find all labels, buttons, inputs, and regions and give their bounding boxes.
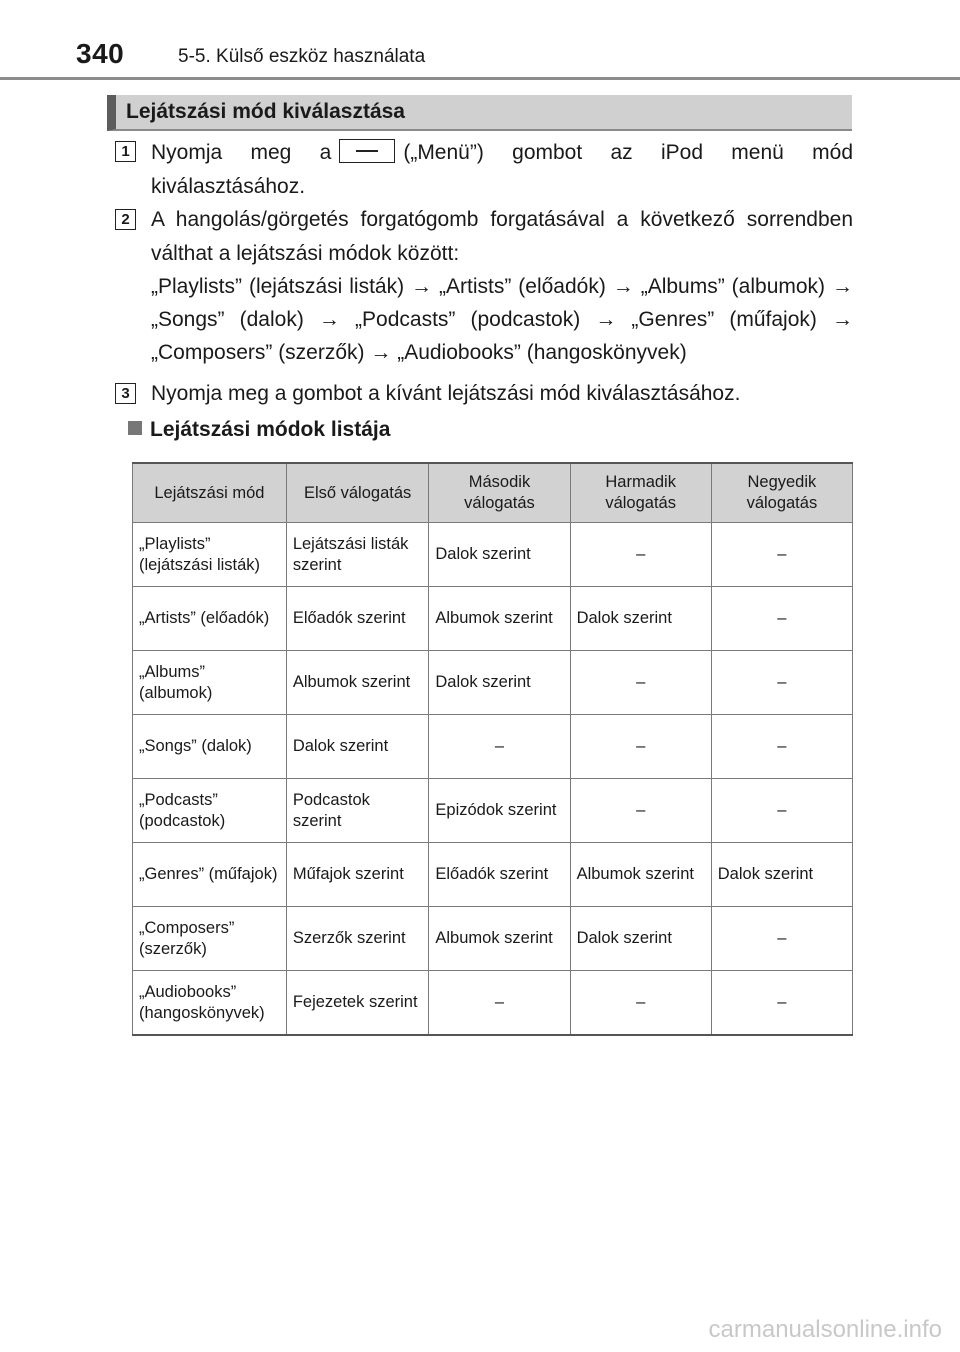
table-cell: Podcastok szerint [286,779,429,843]
table-cell: – [711,523,852,587]
table-cell: „Songs” (dalok) [133,715,287,779]
subheading-bar [107,95,852,131]
table-cell: Dalok szerint [429,651,570,715]
table-cell: Dalok szerint [711,843,852,907]
step-3-text: Nyomja meg a gombot a kívánt lejátszási mód kiválasztásához. [151,382,741,405]
playback-modes-table [132,462,853,1036]
table-row [133,779,853,843]
step-number-1: 1 [115,141,136,162]
list-title-text: Lejátszási módok listája [150,418,391,441]
table-cell: – [570,523,711,587]
table-cell: – [429,715,570,779]
table-cell: Dalok szerint [570,907,711,971]
table-cell: – [711,651,852,715]
table-cell: Epizódok szerint [429,779,570,843]
table-row [133,843,853,907]
table-row [133,523,853,587]
watermark: carmanualsonline.info [708,1316,942,1343]
table-row [133,715,853,779]
table-cell: „Genres” (műfajok) [133,843,287,907]
table-cell: „Artists” (előadók) [133,587,287,651]
table-cell: „Audiobooks” (hangoskönyvek) [133,971,287,1036]
table-cell: – [711,587,852,651]
table-header-cell: Lejátszási mód [133,463,287,523]
step-2-sequence: „Playlists” (lejátszási listák) → „Artists” (előadók) → „Albums” (albumok) → „Songs” (dalok) → „Podcasts” (podcastok) → „Genres” (műfajok) → „Composers” (szerzők) → „Audiobooks” (hangoskönyvek) [151,275,853,364]
table-cell: „Playlists” (lejátszási listák) [133,523,287,587]
subheading-title: Lejátszási mód kiválasztása [126,100,405,123]
table-row [133,907,853,971]
table-cell: Albumok szerint [429,587,570,651]
table-cell: Előadók szerint [429,843,570,907]
step-1-after: („Menü”) gombot az iPod menü mód kiválasztásához. [151,141,853,198]
header-rule [0,77,960,80]
section-title: 5-5. Külső eszköz használata [178,46,426,67]
table-cell: Albumok szerint [429,907,570,971]
table-cell: Albumok szerint [570,843,711,907]
step-1-before: Nyomja meg a [151,141,332,164]
step-number-2: 2 [115,209,136,230]
table-header-row [133,463,853,523]
table-cell: – [711,779,852,843]
table-cell: – [570,651,711,715]
menu-button-icon [339,139,395,163]
table-cell: Szerzők szerint [286,907,429,971]
table-cell: Dalok szerint [286,715,429,779]
table-cell: – [570,971,711,1036]
table-cell: – [711,907,852,971]
step-number-3: 3 [115,383,136,404]
table-cell: – [711,971,852,1036]
table-header-cell: Második válogatás [429,463,570,523]
table-cell: – [570,779,711,843]
square-bullet-icon [128,421,142,435]
step-1-text [151,136,853,204]
table-header-cell: Negyedik válogatás [711,463,852,523]
table-cell: Lejátszási listák szerint [286,523,429,587]
table-cell: Fejezetek szerint [286,971,429,1036]
table-header-cell: Harmadik válogatás [570,463,711,523]
table-cell: „Composers” (szerzők) [133,907,287,971]
table-row [133,587,853,651]
table-row [133,651,853,715]
table-cell: „Albums” (albumok) [133,651,287,715]
table-header-cell: Első válogatás [286,463,429,523]
page-header [0,0,960,80]
table-cell: „Podcasts” (podcastok) [133,779,287,843]
table-row [133,971,853,1036]
table-cell: Albumok szerint [286,651,429,715]
table-cell: Dalok szerint [570,587,711,651]
table-cell: – [570,715,711,779]
table-cell: – [429,971,570,1036]
list-title [128,418,390,442]
page-number: 340 [76,38,125,69]
table-cell: Dalok szerint [429,523,570,587]
table-cell: Előadók szerint [286,587,429,651]
step-2-text: A hangolás/görgetés forgatógomb forgatásával a következő sorrendben válthat a lejátszási módok között: [151,208,853,265]
table-cell: Műfajok szerint [286,843,429,907]
table-cell: – [711,715,852,779]
